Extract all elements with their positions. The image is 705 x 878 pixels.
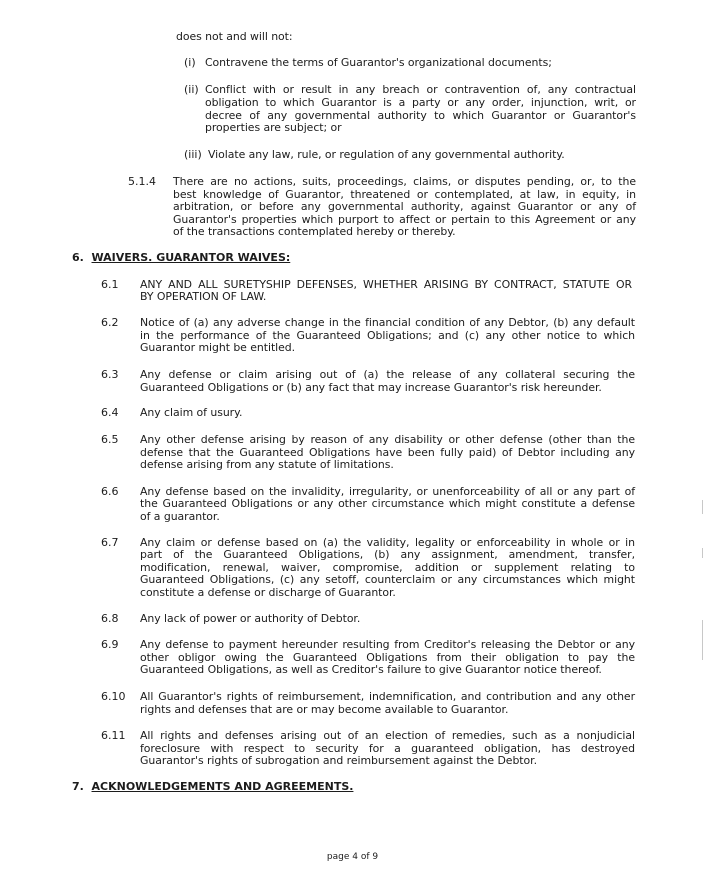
item-line: Guarantor might be entitled.: [140, 341, 296, 354]
item-number: 6.9: [101, 638, 119, 651]
item-line: Guarantor's rights of subrogation and reimbursement against the Debtor.: [140, 754, 537, 767]
item-line: Guaranteed Obligations, (c) any setoff, counterclaim or any circumstances which might: [140, 573, 635, 586]
item-line: of a guarantor.: [140, 510, 220, 523]
sub-item-label: (iii): [184, 148, 202, 161]
item-line: constitute a defense or discharge of Guarantor.: [140, 586, 396, 599]
item-line: modification, renewal, waiver, compromise, addition or supplement relating to: [140, 561, 635, 574]
section-6-heading: [72, 251, 290, 264]
page-footer: page 4 of 9: [326, 852, 379, 862]
item-line: Any other defense arising by reason of any disability or other defense (other than the: [140, 433, 635, 446]
intro-text: does not and will not:: [176, 30, 293, 43]
item-line: foreclosure with respect to security for a guaranteed obligation, has destroyed: [140, 742, 635, 755]
sub-item-line: obligation to which Guarantor is a party or any order, injunction, writ, or: [205, 96, 636, 109]
item-line: There are no actions, suits, proceedings, claims, or disputes pending, or, to the: [173, 175, 636, 188]
item-line: in the performance of the Guaranteed Obligations; and (c) any other notice to which: [140, 329, 635, 342]
sub-item-label: (ii): [184, 83, 199, 96]
item-line: other obligor owing the Guaranteed Obligations from their obligation to pay the: [140, 651, 635, 664]
sub-item-line: Violate any law, rule, or regulation of any governmental authority.: [208, 148, 565, 161]
section-title: WAIVERS. GUARANTOR WAIVES:: [91, 251, 291, 264]
item-number: 6.8: [101, 612, 119, 625]
item-number: 6.10: [101, 690, 126, 703]
item-line: All rights and defenses arising out of an election of remedies, such as a nonjudicial: [140, 729, 635, 742]
item-line: of the transactions contemplated hereby or thereby.: [173, 225, 456, 238]
item-line: Any defense to payment hereunder resulting from Creditor's releasing the Debtor or any: [140, 638, 635, 651]
item-line: Any defense based on the invalidity, irregularity, or unenforceability of all or any part of: [140, 485, 635, 498]
section-number: 7.: [72, 780, 84, 793]
item-line: Any defense or claim arising out of (a) the release of any collateral securing the: [140, 368, 635, 381]
scan-edge-mark: [702, 548, 703, 558]
item-number: 6.11: [101, 729, 126, 742]
item-number: 6.6: [101, 485, 119, 498]
section-7-heading: [72, 780, 353, 793]
scan-edge-mark: [702, 500, 703, 514]
item-line: Notice of (a) any adverse change in the financial condition of any Debtor, (b) any default: [140, 316, 635, 329]
sub-item-line: decree of any governmental authority to which Guarantor or Guarantor's: [205, 109, 636, 122]
item-line: the Guaranteed Obligations or any other circumstance which might constitute a defense: [140, 497, 635, 510]
item-line: best knowledge of Guarantor, threatened or contemplated, at law, in equity, in: [173, 188, 636, 201]
item-line: All Guarantor's rights of reimbursement, indemnification, and contribution and any other: [140, 690, 635, 703]
item-number: 6.7: [101, 536, 119, 549]
section-title: ACKNOWLEDGEMENTS AND AGREEMENTS.: [91, 780, 354, 793]
item-line: Any claim of usury.: [140, 406, 243, 419]
sub-item-line: properties are subject; or: [205, 121, 342, 134]
item-line: arbitration, or before any governmental authority, against Guarantor or any of: [173, 200, 636, 213]
item-line: defense arising from any statute of limitations.: [140, 458, 394, 471]
scan-edge-mark: [702, 620, 703, 660]
sub-item-line: Conflict with or result in any breach or contravention of, any contractual: [205, 83, 636, 96]
sub-item-line: Contravene the terms of Guarantor's organizational documents;: [205, 56, 552, 69]
item-line: part of the Guaranteed Obligations, (b) any assignment, amendment, transfer,: [140, 548, 635, 561]
item-number: 6.3: [101, 368, 119, 381]
item-line: Guarantor's properties which purport to affect or pertain to this Agreement or any: [173, 213, 636, 226]
item-number: 6.2: [101, 316, 119, 329]
item-line: defense that the Guaranteed Obligations have been fully paid) of Debtor including any: [140, 446, 635, 459]
item-line: ANY AND ALL SURETYSHIP DEFENSES, WHETHER ARISING BY CONTRACT, STATUTE OR: [140, 278, 632, 291]
item-line: Guaranteed Obligations or (b) any fact that may increase Guarantor's risk hereunder.: [140, 381, 602, 394]
item-line: BY OPERATION OF LAW.: [140, 290, 267, 303]
item-number: 6.5: [101, 433, 119, 446]
item-line: Guaranteed Obligations, as well as Creditor's failure to give Guarantor notice thereof.: [140, 663, 602, 676]
item-line: rights and defenses that are or may become available to Guarantor.: [140, 703, 509, 716]
item-number: 6.4: [101, 406, 119, 419]
sub-item-label: (i): [184, 56, 196, 69]
item-number: 6.1: [101, 278, 119, 291]
item-line: Any lack of power or authority of Debtor.: [140, 612, 361, 625]
section-number: 6.: [72, 251, 84, 264]
item-line: Any claim or defense based on (a) the validity, legality or enforceability in whole or in: [140, 536, 635, 549]
item-number: 5.1.4: [128, 175, 156, 188]
